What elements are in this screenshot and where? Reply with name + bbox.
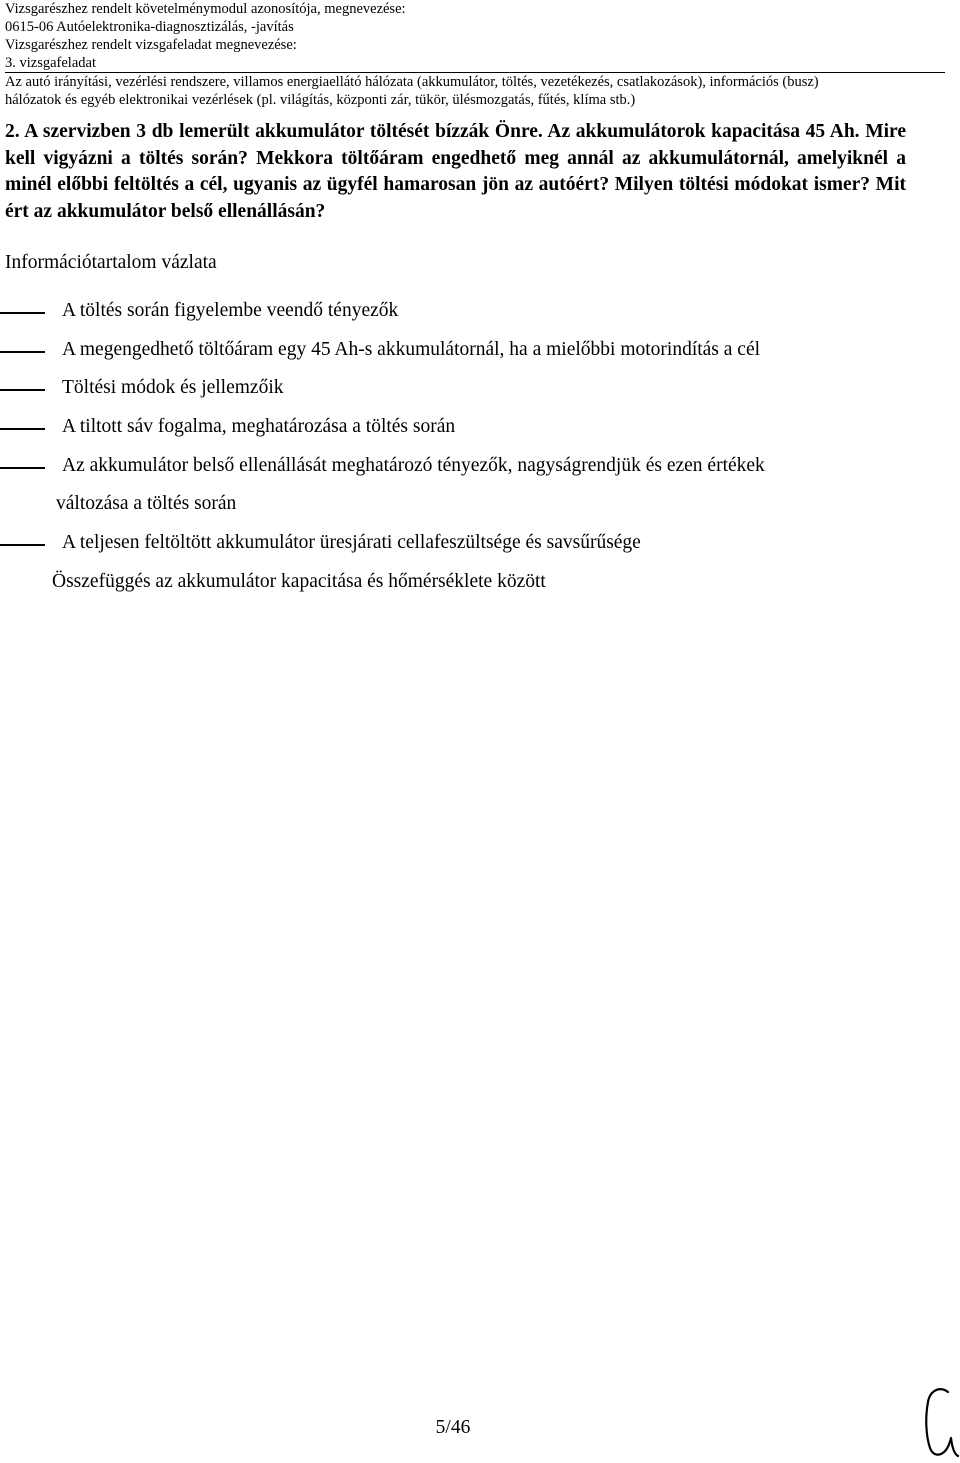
list-item-text: Töltési módok és jellemzőik <box>62 377 284 399</box>
task-domain-line-1: Az autó irányítási, vezérlési rendszere, villamos energiaellátó hálózata (akkumulátor, töltés, vezetékezés, csatlakozások), információs (busz) <box>5 74 819 90</box>
list-item-text: A megengedhető töltőáram egy 45 Ah-s akkumulátornál, ha a mielőbbi motorindítás a cél <box>62 338 761 360</box>
list-item <box>0 337 940 376</box>
list-item <box>0 298 940 337</box>
task-label: Vizsgarészhez rendelt vizsgafeladat megnevezése: <box>5 37 297 53</box>
dash-bullet <box>0 389 45 391</box>
module-label: Vizsgarészhez rendelt követelménymodul azonosítója, megnevezése: <box>5 1 406 17</box>
dash-bullet <box>0 428 45 430</box>
list-item-text: Összefüggés az akkumulátor kapacitása és hőmérséklete között <box>52 570 546 592</box>
task-value: 3. vizsgafeladat <box>5 55 96 71</box>
list-item <box>0 375 940 414</box>
task-question: 2. A szervizben 3 db lemerült akkumulátor töltését bízzák Önre. Az akkumulátorok kapacitása 45 Ah. Mire kell vigyázni a töltés során? Mekkora töltőáram engedhető meg annál az akkumulátornál, amelyiknél a minél előbbi feltöltés a cél, ugyanis az ügyfél hamarosan jön az autóért? Milyen töltési módokat ismer? Mit ért az akkumulátor belső ellenállásán? <box>5 121 906 222</box>
list-item-text: A teljesen feltöltött akkumulátor üresjárati cellafeszültsége és savsűrűsége <box>62 532 641 554</box>
list-item <box>0 453 940 530</box>
list-item-text: Az akkumulátor belső ellenállását meghatározó tényezők, nagyságrendjük és ezen értékek <box>62 454 765 476</box>
module-value: 0615-06 Autóelektronika-diagnosztizálás, -javítás <box>5 19 294 35</box>
page-header <box>5 0 945 109</box>
outline-list <box>0 298 940 608</box>
task-domain-line-2: hálózatok és egyéb elektronikai vezérlések (pl. világítás, központi zár, tükör, ülésmozgatás, fűtés, klíma stb.) <box>5 92 636 108</box>
list-item <box>0 569 940 608</box>
dash-bullet <box>0 544 45 546</box>
dash-bullet <box>0 312 45 314</box>
page-number: 5/46 <box>435 1417 471 1438</box>
list-item <box>0 414 940 453</box>
outline-title: Információtartalom vázlata <box>5 252 217 273</box>
list-item-text: A tiltott sáv fogalma, meghatározása a töltés során <box>62 416 456 438</box>
dash-bullet <box>0 351 45 353</box>
dash-bullet <box>0 467 45 469</box>
list-item-continuation: változása a töltés során <box>56 493 237 515</box>
task-domain <box>5 73 945 109</box>
handwritten-signature-icon <box>918 1384 960 1460</box>
list-item-text: A töltés során figyelembe veendő tényezők <box>62 300 399 321</box>
list-item <box>0 530 940 569</box>
